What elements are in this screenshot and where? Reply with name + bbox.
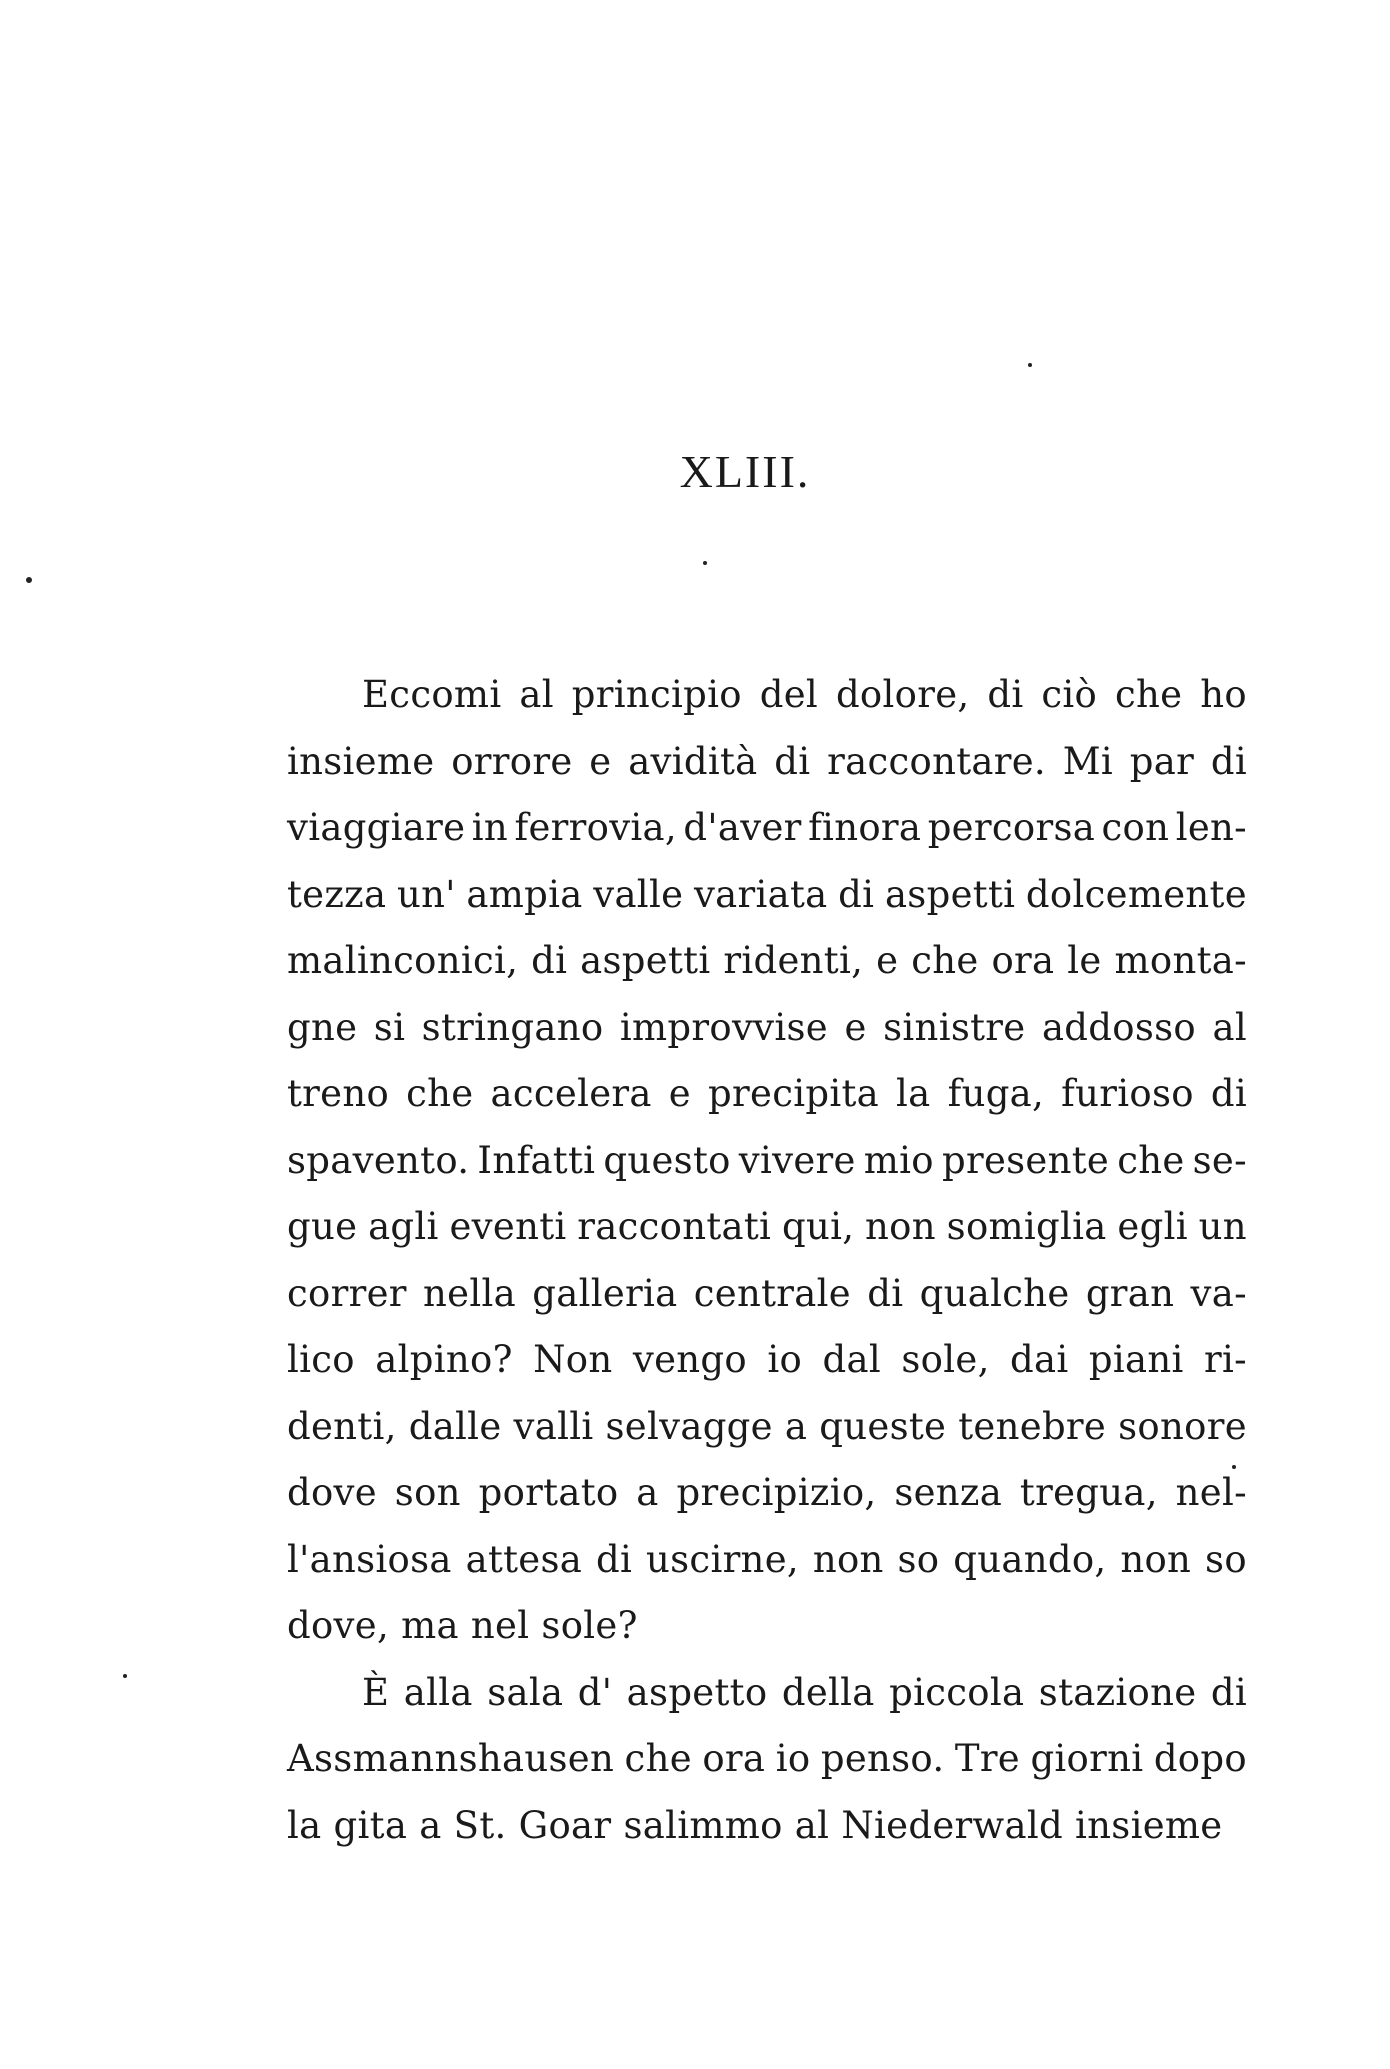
text-line: insieme orrore e avidità di raccontare. Mi par di [287, 739, 1247, 783]
text-line: denti, dalle valli selvagge a queste tenebre sonore [287, 1404, 1247, 1448]
print-speck [1028, 363, 1032, 367]
body-text [287, 662, 1247, 1859]
text-line: l'ansiosa attesa di uscirne, non so quando, non so [287, 1537, 1247, 1581]
text-line: malinconici, di aspetti ridenti, e che ora le monta- [287, 939, 1247, 982]
text-line: dove son portato a precipizio, senza tregua, nel- [287, 1471, 1247, 1514]
print-speck [703, 561, 707, 565]
text-line: gne si stringano improvvise e sinistre addosso al [287, 1005, 1247, 1049]
paragraph [287, 662, 1247, 1660]
text-line: dove, ma nel sole? [287, 1604, 638, 1647]
print-speck [26, 577, 32, 583]
text-line: lico alpino? Non vengo io dal sole, dai piani ri- [287, 1338, 1247, 1381]
text-line: gue agli eventi raccontati qui, non somiglia egli un [287, 1205, 1247, 1248]
paragraph [287, 1660, 1247, 1860]
text-line: correr nella galleria centrale di qualche gran va- [287, 1271, 1247, 1315]
print-speck [123, 1674, 127, 1678]
text-line: treno che accelera e precipita la fuga, furioso di [287, 1072, 1247, 1115]
text-line: tezza un' ampia valle variata di aspetti dolcemente [287, 872, 1247, 916]
text-line: Assmannshausen che ora io penso. Tre giorni dopo [287, 1737, 1247, 1780]
text-line: la gita a St. Goar salimmo al Niederwald insieme [287, 1803, 1223, 1847]
text-line: È alla sala d' aspetto della piccola stazione di [362, 1670, 1247, 1714]
chapter-title: XLIII. [679, 446, 811, 497]
text-line: spavento. Infatti questo vivere mio presente che se- [287, 1138, 1247, 1182]
text-line: Eccomi al principio del dolore, di ciò che ho [362, 673, 1247, 716]
text-line: viaggiare in ferrovia, d'aver finora percorsa con len- [287, 806, 1247, 849]
